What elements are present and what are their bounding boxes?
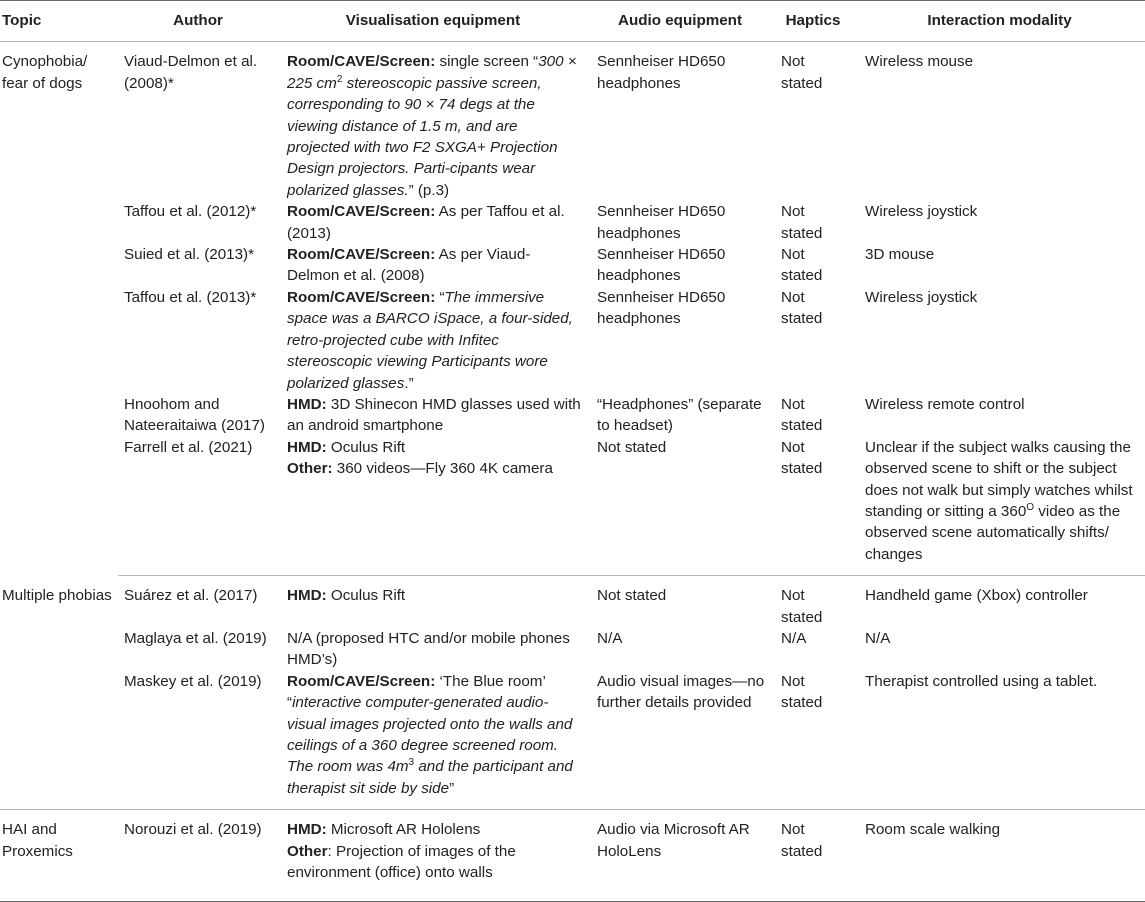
author-cell: Norouzi et al. (2019) bbox=[118, 810, 278, 902]
table-row bbox=[0, 244, 1145, 287]
topic-cell: HAI and Proxemics bbox=[0, 810, 118, 902]
interaction-cell: 3D mouse bbox=[865, 246, 935, 264]
table-row bbox=[0, 394, 1145, 437]
header-topic: Topic bbox=[0, 1, 118, 42]
table-row bbox=[0, 810, 1145, 902]
haptics-cell: Not stated bbox=[781, 203, 823, 242]
equipment-type: Other bbox=[287, 842, 328, 860]
equipment-type: Room/CAVE/Screen: bbox=[287, 203, 436, 221]
interaction-cell: Room scale walking bbox=[854, 810, 1145, 902]
table-row bbox=[0, 287, 1145, 394]
audio-cell: Audio via Microsoft AR HoloLens bbox=[588, 810, 772, 902]
table-row bbox=[0, 576, 1145, 628]
equipment-type: HMD: bbox=[287, 438, 327, 456]
interaction-cell: Unclear if the subject walks causing the observed scene to shift or the subject does not walk but simply watches whilst standing or sitting a $360^O$ video as the observed scene automatically shifts/ changes bbox=[854, 437, 1145, 576]
equipment-type: Room/CAVE/Screen: bbox=[287, 53, 436, 71]
visualisation-cell: HMD: Oculus Rift Other: 360 videos—Fly 360 4K camera bbox=[278, 437, 588, 576]
audio-cell: Sennheiser HD650 headphones bbox=[597, 53, 726, 92]
table-row bbox=[0, 671, 1145, 810]
author-cell: Farrell et al. (2021) bbox=[118, 437, 278, 576]
audio-cell: Sennheiser HD650 headphones bbox=[597, 203, 726, 242]
header-author: Author bbox=[118, 1, 278, 42]
interaction-cell: Wireless remote control bbox=[865, 395, 1025, 413]
interaction-cell: Wireless joystick bbox=[865, 288, 978, 306]
visualisation-cell: Room/CAVE/Screen: As per Taffou et al. (2013) bbox=[287, 203, 565, 242]
visualisation-cell: Room/CAVE/Screen: “The immersive space was a BARCO iSpace, a four-sided, retro-projected cube with Infitec stereoscopic viewing Participants wore polarized glasses.” bbox=[287, 288, 573, 392]
interaction-cell: Therapist controlled using a tablet. bbox=[854, 671, 1145, 810]
author-cell: Taffou et al. (2012)* bbox=[124, 203, 257, 221]
table-row bbox=[0, 42, 1145, 201]
header-visualisation: Visualisation equipment bbox=[278, 1, 588, 42]
haptics-cell: Not stated bbox=[781, 288, 823, 328]
audio-cell: Sennheiser HD650 headphones bbox=[597, 246, 726, 285]
header-haptics: Haptics bbox=[772, 1, 854, 42]
interaction-cell: Wireless joystick bbox=[865, 203, 978, 221]
table-row bbox=[0, 437, 1145, 576]
audio-cell: Audio visual images—no further details provided bbox=[588, 671, 772, 810]
audio-cell: N/A bbox=[597, 629, 623, 647]
haptics-cell: Not stated bbox=[772, 810, 854, 902]
table-row bbox=[0, 628, 1145, 671]
audio-cell: Sennheiser HD650 headphones bbox=[597, 288, 726, 328]
audio-cell: Not stated bbox=[597, 587, 667, 605]
author-cell: Viaud-Delmon et al. (2008)* bbox=[124, 53, 258, 92]
equipment-type: Room/CAVE/Screen: bbox=[287, 288, 436, 306]
equipment-type: Room/CAVE/Screen: bbox=[287, 672, 436, 690]
equipment-type: Other: bbox=[287, 460, 333, 478]
topic-cell: Cynophobia/ fear of dogs bbox=[2, 53, 88, 92]
visualisation-cell: Room/CAVE/Screen: As per Viaud-Delmon et al. (2008) bbox=[287, 246, 531, 285]
interaction-cell: N/A bbox=[865, 629, 891, 647]
author-cell: Hnoohom and Nateeraitaiwa (2017) bbox=[124, 395, 265, 435]
interaction-cell: Wireless mouse bbox=[865, 53, 974, 71]
header-row bbox=[0, 1, 1145, 42]
visualisation-cell: HMD: Oculus Rift bbox=[287, 587, 406, 605]
visualisation-cell: N/A (proposed HTC and/or mobile phones HMD’s) bbox=[287, 629, 570, 669]
equipment-type: HMD: bbox=[287, 587, 327, 605]
visualisation-cell: Room/CAVE/Screen: ‘The Blue room’ “interactive computer-generated audio-visual images projected onto the walls and ceilings of a 360 degree screened room. The room was $4m^3$ and the participant and therapist sit side by side” bbox=[278, 671, 588, 810]
audio-cell: “Headphones” (separate to headset) bbox=[597, 395, 762, 435]
visualisation-cell: Room/CAVE/Screen: single screen “300 × 225 $cm^2$ stereoscopic passive screen, corresponding to 90 × 74 degs at the viewing distance of 1.5 m, and are projected with two F2 SXGA+ Projection Design projectors. Parti-cipants wear polarized glasses.” (p.3) bbox=[287, 53, 577, 199]
header-interaction: Interaction modality bbox=[854, 1, 1145, 42]
haptics-cell: Not stated bbox=[781, 246, 823, 285]
author-cell: Taffou et al. (2013)* bbox=[124, 288, 257, 306]
author-cell: Suárez et al. (2017) bbox=[124, 587, 258, 605]
haptics-cell: Not stated bbox=[772, 437, 854, 576]
equipment-type: HMD: bbox=[287, 821, 327, 839]
interaction-cell: Handheld game (Xbox) controller bbox=[865, 587, 1088, 605]
author-cell: Maskey et al. (2019) bbox=[118, 671, 278, 810]
author-cell: Suied et al. (2013)* bbox=[124, 246, 255, 264]
table-row bbox=[0, 201, 1145, 244]
haptics-cell: Not stated bbox=[781, 587, 823, 626]
audio-cell: Not stated bbox=[588, 437, 772, 576]
visualisation-cell: HMD: Microsoft AR Hololens Other: Projection of images of the environment (office) onto walls bbox=[278, 810, 588, 902]
haptics-cell: Not stated bbox=[781, 395, 823, 435]
visualisation-cell: HMD: 3D Shinecon HMD glasses used with an android smartphone bbox=[287, 395, 581, 435]
equipment-type: HMD: bbox=[287, 395, 327, 413]
haptics-cell: Not stated bbox=[772, 671, 854, 810]
topic-cell: Multiple phobias bbox=[0, 576, 118, 810]
equipment-type: Room/CAVE/Screen: bbox=[287, 246, 436, 264]
haptics-cell: Not stated bbox=[781, 53, 823, 92]
header-audio: Audio equipment bbox=[588, 1, 772, 42]
author-cell: Maglaya et al. (2019) bbox=[124, 629, 267, 647]
haptics-cell: N/A bbox=[781, 629, 807, 647]
